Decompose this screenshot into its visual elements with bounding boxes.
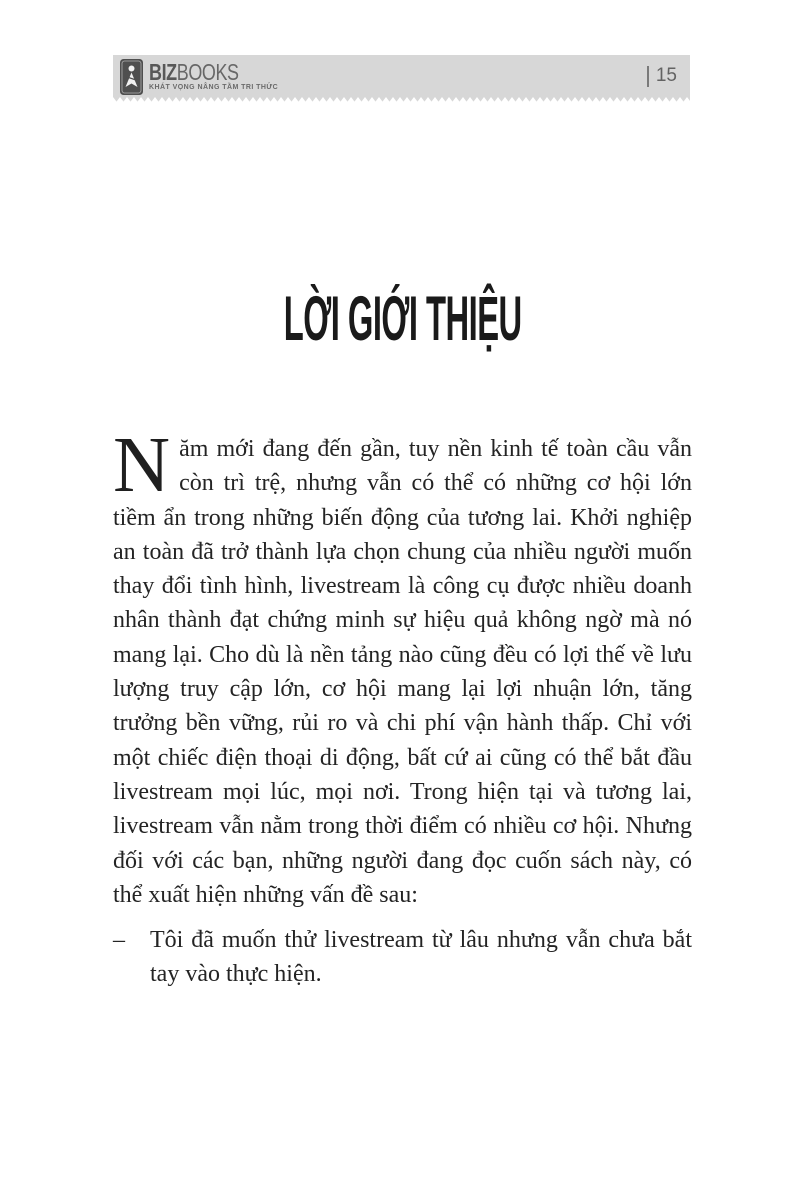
page-number-value: 15 — [655, 65, 677, 86]
list-item-dash-marker: – — [113, 927, 125, 954]
brand-name-biz: BIZ — [149, 58, 177, 85]
list-item — [113, 923, 692, 992]
intro-paragraph — [113, 422, 692, 912]
intro-paragraph-text: ăm mới đang đến gần, tuy nền kinh tế toàn cầu vẫn còn trì trệ, nhưng vẫn có thể có những cơ hội lớn tiềm ẩn trong những biến động của tương lai. Khởi nghiệp an toàn đã trở thành lựa chọn chung của nhiều người muốn thay đổi tình hình, livestream là công cụ được nhiều doanh nhân thành đạt chứng minh sự hiệu quả không ngờ mà nó mang lại. Cho dù là nền tảng nào cũng đều có lợi thế về lưu lượng truy cập lớn, cơ hội mang lại lợi nhuận lớn, tăng trưởng bền vững, rủi ro và chi phí vận hành thấp. Chỉ với một chiếc điện thoại di động, bất cứ ai cũng có thể bắt đầu livestream mọi lúc, mọi nơi. Trong hiện tại và tương lai, livestream vẫn nằm trong thời điểm có nhiều cơ hội. Nhưng đối với các bạn, những người đang đọc cuốn sách này, có thể xuất hiện những vấn đề sau: — [113, 436, 692, 908]
bizbooks-book-figure-icon — [120, 59, 143, 95]
page-header — [113, 55, 690, 102]
body-text-block — [113, 422, 692, 992]
brand-name — [149, 58, 250, 85]
bizbooks-logo — [120, 58, 278, 95]
page-number — [647, 65, 677, 87]
brand-tagline: KHÁT VỌNG NÂNG TẦM TRI THỨC — [149, 83, 279, 91]
logo-text-column — [149, 58, 279, 91]
page-title: LỜI GIỚI THIỆU — [283, 284, 522, 354]
brand-name-books: BOOKS — [176, 58, 239, 85]
page-number-separator-bar — [647, 66, 649, 87]
drop-cap: N — [113, 422, 171, 509]
perforated-edge — [113, 97, 690, 102]
title-row — [0, 283, 805, 355]
list-item-text: Tôi đã muốn thử livestream từ lâu nhưng vẫn chưa bắt tay vào thực hiện. — [150, 927, 692, 988]
header-band — [113, 55, 690, 97]
